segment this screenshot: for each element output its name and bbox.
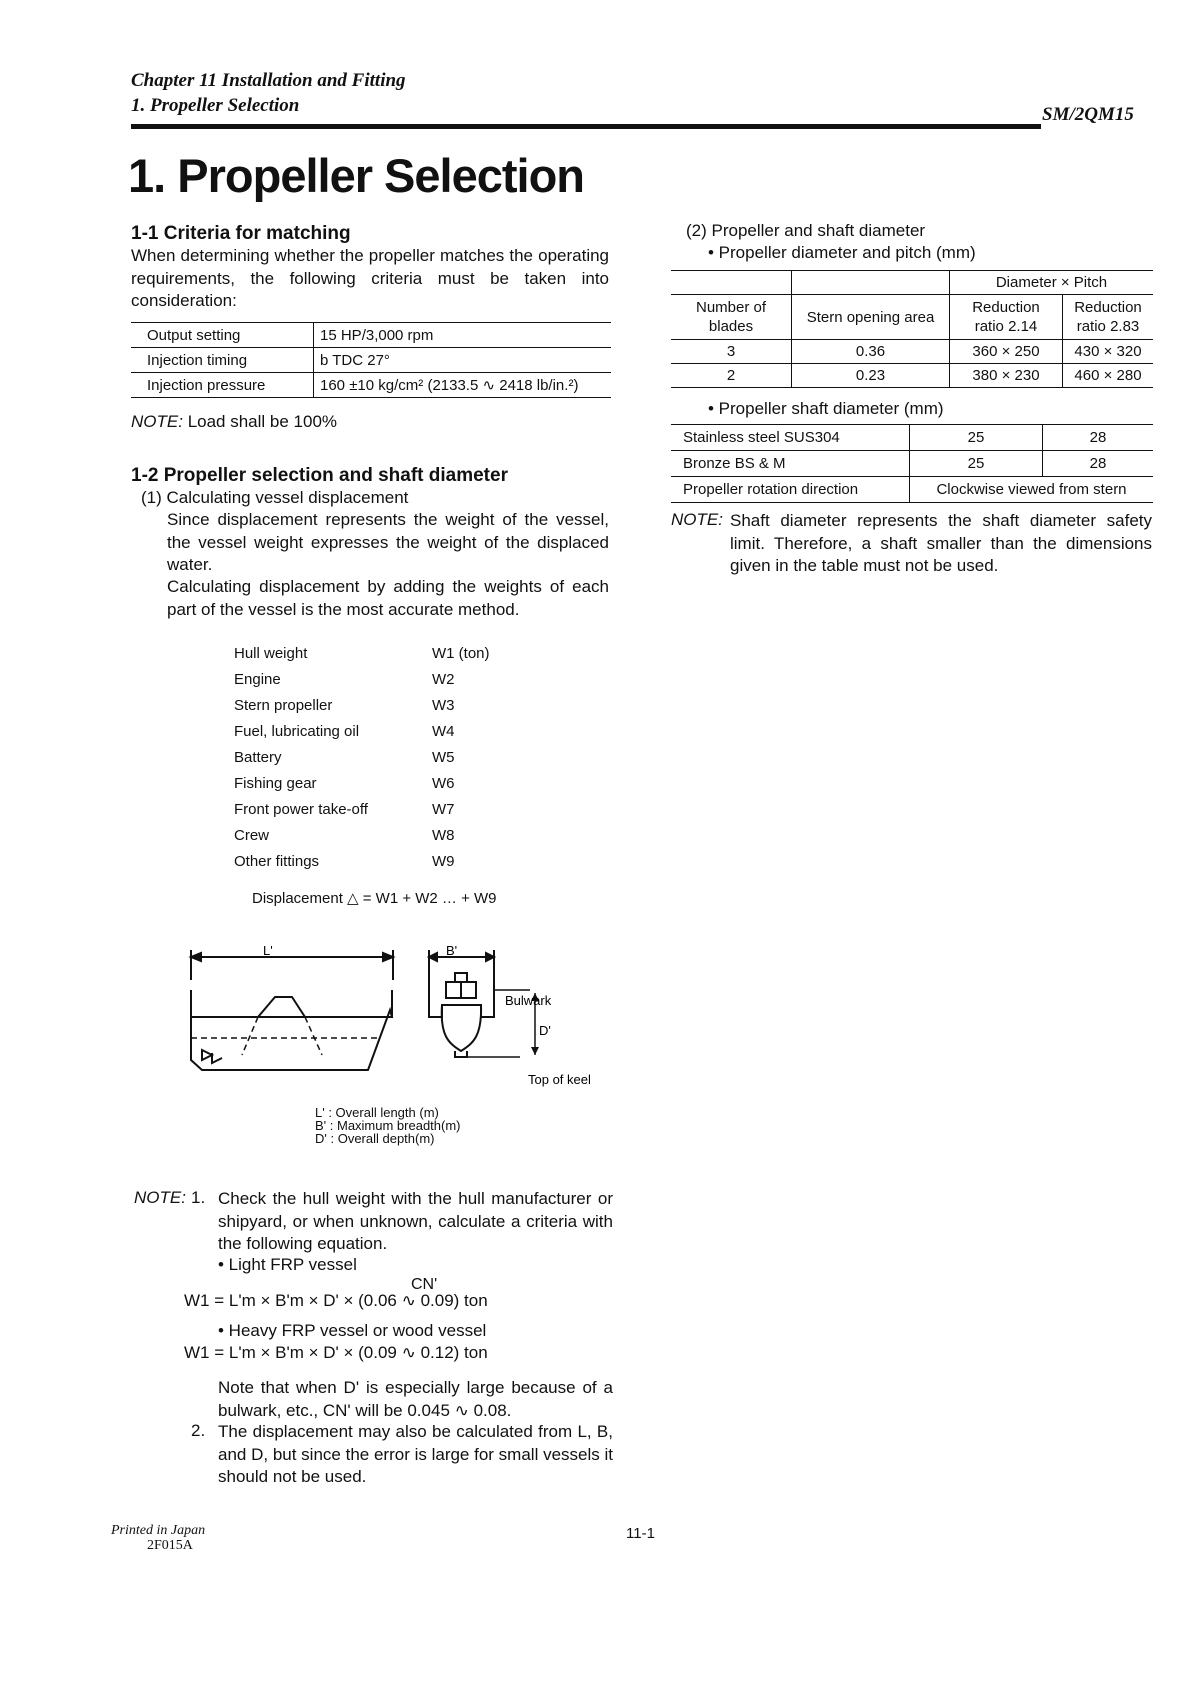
weight-item: Battery (234, 748, 282, 766)
table-cell: 0.36 (792, 340, 950, 364)
note-label: NOTE: (131, 412, 183, 431)
subheading-displacement: (1) Calculating vessel displacement (141, 488, 409, 507)
breadth-label: B' (446, 945, 458, 958)
diagram-legend (315, 1106, 461, 1145)
shaft-note-text: Shaft diameter represents the shaft diameter safety limit. Therefore, a shaft smaller than the dimensions given in the table must not be used. (730, 511, 1152, 575)
printed-in: Printed in Japan (111, 1523, 206, 1538)
weight-item: Crew (234, 826, 270, 844)
table-row (671, 477, 1153, 503)
propeller-icon (202, 1050, 222, 1063)
note-2-number: 2. (191, 1421, 206, 1440)
displacement-para-2: Calculating displacement by adding the weights of each part of the vessel is the most accurate method. (167, 577, 609, 619)
heading-1-2: 1-2 Propeller selection and shaft diameter (131, 465, 508, 486)
list-item (234, 666, 490, 692)
page-number: 11-1 (626, 1525, 655, 1542)
table-cell: b TDC 27° (314, 348, 612, 373)
table-row (671, 271, 1153, 295)
weight-item: Stern propeller (234, 696, 333, 714)
table-row (131, 348, 611, 373)
table-header: Stern opening area (792, 295, 950, 340)
table-row (131, 373, 611, 398)
table-cell: 15 HP/3,000 rpm (314, 323, 612, 348)
weight-symbol: W5 (432, 748, 455, 766)
document-code: 2F015A (147, 1538, 193, 1553)
shaft-diameter-table (671, 424, 1153, 503)
displacement-formula: Displacement △ = W1 + W2 … + W9 (252, 890, 497, 907)
weight-symbol: W8 (432, 826, 455, 844)
criteria-table (131, 322, 611, 398)
propeller-pitch-title: • Propeller diameter and pitch (mm) (708, 243, 976, 262)
note-1-number: 1. (191, 1188, 206, 1207)
table-row (671, 425, 1153, 451)
legend-item: D' : Overall depth(m) (315, 1131, 435, 1146)
list-item (234, 848, 490, 874)
light-frp-formula: W1 = L'm × B'm × D' × (0.06 ∿ 0.09) ton (184, 1291, 488, 1310)
shaft-note-label: NOTE: (671, 510, 723, 529)
light-frp-label: • Light FRP vessel (218, 1255, 357, 1274)
table-row (671, 340, 1153, 364)
cn-label: CN' (411, 1276, 438, 1293)
model-code: SM/2QM15 (1042, 104, 1134, 125)
weight-item: Hull weight (234, 644, 308, 662)
weight-symbol: W7 (432, 800, 455, 818)
note-2-text: The displacement may also be calculated from L, B, and D, but since the error is large for small vessels it should not be used. (218, 1422, 613, 1486)
page-title: 1. Propeller Selection (128, 149, 585, 202)
list-item (234, 770, 490, 796)
notes-label: NOTE: (134, 1188, 186, 1207)
length-label: L' (263, 945, 273, 958)
weight-symbol: W6 (432, 774, 455, 792)
note-1-text: Check the hull weight with the hull manufacturer or shipyard, or when unknown, calculate a criteria with the following equation. (218, 1189, 613, 1253)
table-cell: 360 × 250 (950, 340, 1063, 364)
table-header: Diameter × Pitch (950, 271, 1154, 295)
table-cell: 28 (1043, 425, 1154, 451)
list-item (234, 640, 490, 666)
weights-list (234, 640, 490, 874)
list-item (234, 796, 490, 822)
list-item (234, 718, 490, 744)
table-cell: Clockwise viewed from stern (910, 477, 1154, 503)
weight-item: Fuel, lubricating oil (234, 722, 360, 740)
depth-label: D' (539, 1023, 551, 1038)
table-row (671, 451, 1153, 477)
weight-symbol: W4 (432, 722, 455, 740)
weight-item: Front power take-off (234, 800, 368, 818)
table-cell: 160 ±10 kg/cm² (2133.5 ∿ 2418 lb/in.²) (314, 373, 612, 398)
bulwark-label: Bulwark (505, 993, 552, 1008)
criteria-intro: When determining whether the propeller matches the operating requirements, the following criteria must be taken into consideration: (131, 246, 609, 310)
heavy-frp-formula: W1 = L'm × B'm × D' × (0.09 ∿ 0.12) ton (184, 1343, 488, 1362)
note-d-text: Note that when D' is especially large because of a bulwark, etc., CN' will be 0.045 ∿ 0.08. (218, 1378, 613, 1420)
table-row (671, 364, 1153, 388)
displacement-para-1: Since displacement represents the weight of the vessel, the vessel weight expresses the weight of the displaced water. (167, 510, 609, 574)
table-header: Reduction ratio 2.83 (1063, 295, 1154, 340)
legend-item: L' : Overall length (m) (315, 1105, 439, 1120)
table-cell: Stainless steel SUS304 (671, 425, 910, 451)
table-cell: 0.23 (792, 364, 950, 388)
table-cell: 430 × 320 (1063, 340, 1154, 364)
table-cell: 460 × 280 (1063, 364, 1154, 388)
weight-symbol: W3 (432, 696, 455, 714)
table-header: Number of blades (671, 295, 792, 340)
table-cell: 28 (1043, 451, 1154, 477)
heavy-frp-label: • Heavy FRP vessel or wood vessel (218, 1321, 487, 1340)
weight-item: Other fittings (234, 852, 320, 870)
table-cell: 380 × 230 (950, 364, 1063, 388)
table-cell: Injection timing (131, 348, 314, 373)
weight-symbol: W2 (432, 670, 455, 688)
shaft-diameter-title: • Propeller shaft diameter (mm) (708, 399, 944, 418)
header-rule (131, 124, 1041, 129)
heading-1-1: 1-1 Criteria for matching (131, 223, 351, 244)
table-cell: 25 (910, 425, 1043, 451)
table-cell: 25 (910, 451, 1043, 477)
table-row (671, 295, 1153, 340)
weight-item: Fishing gear (234, 774, 317, 792)
subheading-shaft: (2) Propeller and shaft diameter (686, 221, 926, 240)
table-cell: Injection pressure (131, 373, 314, 398)
legend-item: B' : Maximum breadth(m) (315, 1118, 461, 1133)
table-cell: Bronze BS & M (671, 451, 910, 477)
chapter-title: Chapter 11 Installation and Fitting (131, 70, 406, 91)
load-note (131, 412, 337, 432)
table-cell: 2 (671, 364, 792, 388)
table-header: Reduction ratio 2.14 (950, 295, 1063, 340)
section-title: 1. Propeller Selection (131, 95, 300, 116)
list-item (234, 744, 490, 770)
table-row (131, 323, 611, 348)
keel-label: Top of keel (528, 1072, 591, 1087)
table-cell: Propeller rotation direction (671, 477, 910, 503)
list-item (234, 692, 490, 718)
propeller-pitch-table (671, 270, 1153, 388)
note-text: Load shall be 100% (187, 412, 338, 431)
table-cell: 3 (671, 340, 792, 364)
weight-item: Engine (234, 670, 281, 688)
weight-symbol: W9 (432, 852, 455, 870)
list-item (234, 822, 490, 848)
table-cell (671, 271, 792, 295)
hull-side-view (191, 1010, 392, 1070)
weight-symbol: W1 (ton) (432, 644, 490, 662)
table-cell (792, 271, 950, 295)
table-cell: Output setting (131, 323, 314, 348)
